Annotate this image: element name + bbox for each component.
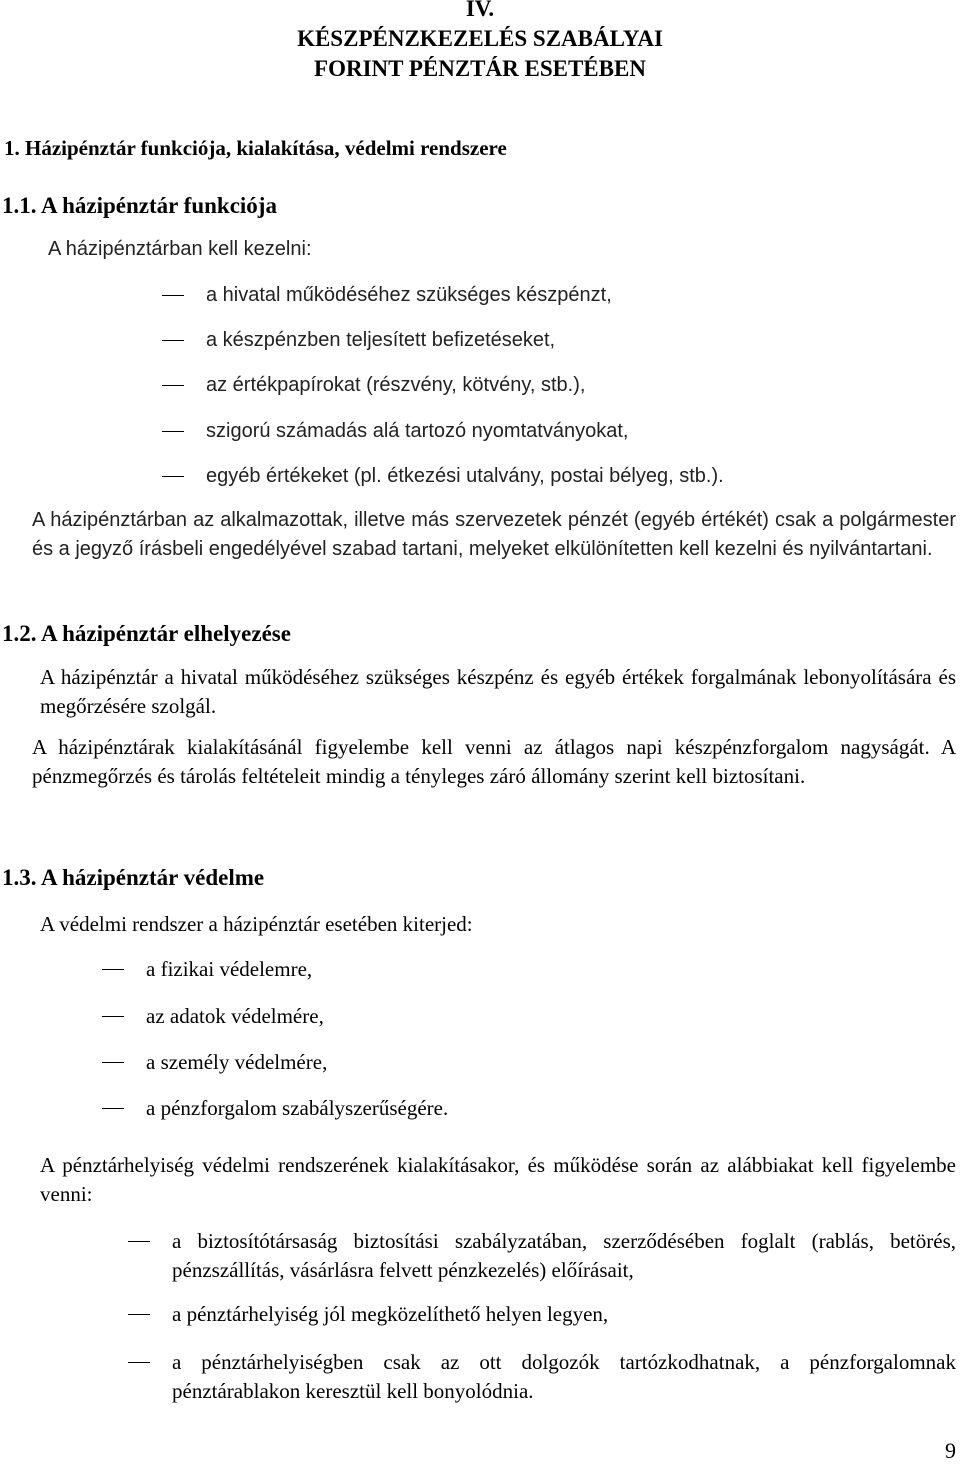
list-item: az adatok védelmére, — [146, 1004, 324, 1028]
section-1-2-heading: 1.2. A házipénztár elhelyezése — [2, 621, 291, 646]
list-dash — [102, 1016, 124, 1017]
list-dash — [102, 969, 124, 970]
chapter-title-line2: FORINT PÉNZTÁR ESETÉBEN — [314, 56, 646, 81]
section-1-3-paragraph: A pénztárhelyiség védelmi rendszerének kialakításakor, és működése során az alábbiakat kell figyelembe venni: — [40, 1153, 956, 1206]
list-item: szigorú számadás alá tartozó nyomtatványokat, — [206, 420, 629, 442]
list-item: a pénztárhelyiség jól megközelíthető helyen legyen, — [172, 1302, 609, 1326]
list-item: a személy védelmére, — [146, 1050, 328, 1074]
list-dash — [102, 1062, 124, 1063]
list-dash — [128, 1314, 150, 1315]
section-1-1-heading: 1.1. A házipénztár funkciója — [2, 193, 277, 218]
section-1-1-paragraph: A házipénztárban az alkalmazottak, illetve más szervezetek pénzét (egyéb értékét) csak a polgármester és a jegyző írásbeli engedélyével szabad tartani, melyeket elkülönítetten kell kezelni és nyilvántartani. — [32, 509, 956, 560]
list-dash — [128, 1241, 150, 1242]
list-dash — [162, 476, 184, 477]
section-1-2-paragraph-2: A házipénztárak kialakításánál figyelembe kell venni az átlagos napi készpénzforgalom nagyságát. A pénzmegőrzés és tárolás feltételeit mindig a tényleges záró állomány szerint kell biztosítani. — [32, 735, 956, 788]
section-1-heading: 1. Házipénztár funkciója, kialakítása, védelmi rendszere — [4, 136, 507, 160]
list-dash — [128, 1362, 150, 1363]
list-item: egyéb értékeket (pl. étkezési utalvány, postai bélyeg, stb.). — [206, 465, 724, 487]
list-dash — [102, 1108, 124, 1109]
list-item: a fizikai védelemre, — [146, 957, 313, 981]
list-item: az értékpapírokat (részvény, kötvény, stb.), — [206, 374, 586, 396]
page-number: 9 — [945, 1438, 956, 1463]
list-dash — [162, 385, 184, 386]
section-1-1-intro: A házipénztárban kell kezelni: — [48, 238, 312, 260]
list-item: a pénztárhelyiségben csak az ott dolgozók tartózkodhatnak, a pénzforgalomnak pénztárablakon keresztül kell bonyolódnia. — [172, 1350, 956, 1403]
list-dash — [162, 340, 184, 341]
list-dash — [162, 431, 184, 432]
list-dash — [162, 295, 184, 296]
section-1-2-paragraph-1: A házipénztár a hivatal működéséhez szükséges készpénz és egyéb értékek forgalmának lebonyolítására és megőrzésére szolgál. — [40, 665, 956, 718]
chapter-title-line1: KÉSZPÉNZKEZELÉS SZABÁLYAI — [297, 26, 663, 51]
list-item: a hivatal működéséhez szükséges készpénzt, — [206, 284, 612, 306]
chapter-number: IV. — [465, 0, 495, 21]
section-1-3-intro: A védelmi rendszer a házipénztár esetében kiterjed: — [40, 912, 473, 936]
list-item: a biztosítótársaság biztosítási szabályzatában, szerződésében foglalt (rablás, betörés, pénzszállítás, vásárlásra felvett pénzkezelés) előírásait, — [172, 1229, 956, 1282]
list-item: a készpénzben teljesített befizetéseket, — [206, 329, 556, 351]
list-item: a pénzforgalom szabályszerűségére. — [146, 1096, 449, 1120]
section-1-3-heading: 1.3. A házipénztár védelme — [2, 865, 265, 890]
